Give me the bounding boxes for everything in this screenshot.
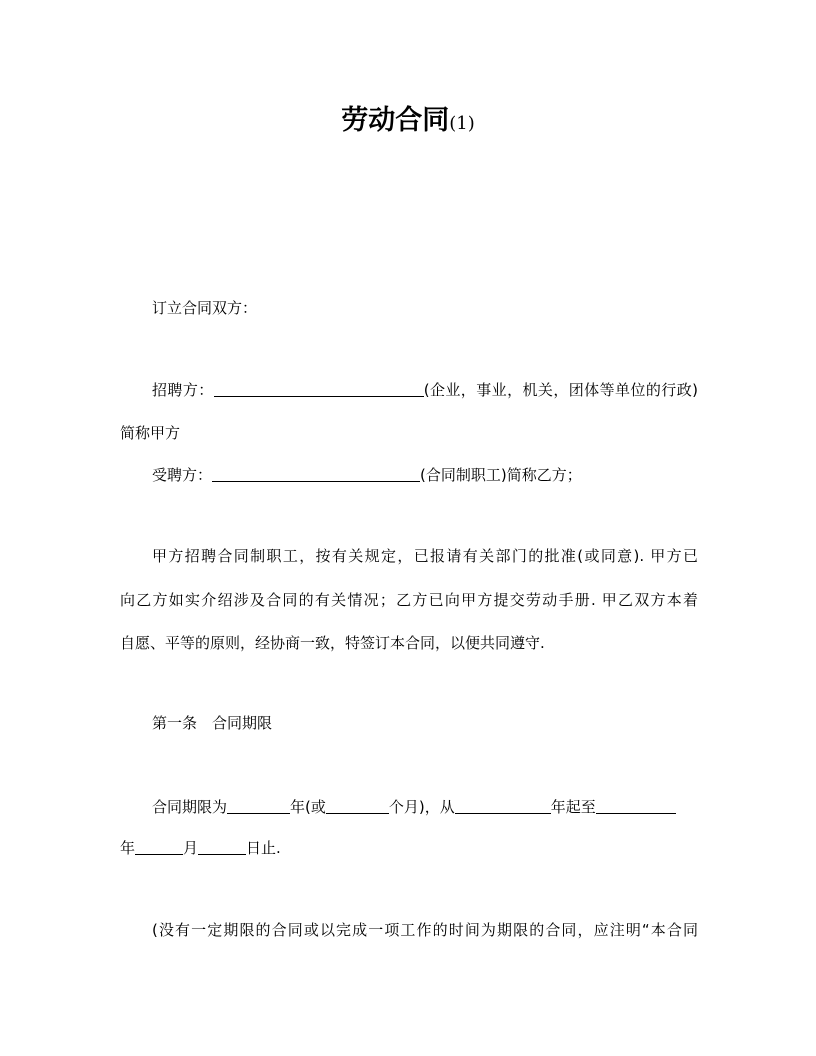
preamble-line-3: 自愿、平等的原则，经协商一致，特签订本合同，以便共同遵守. xyxy=(120,634,545,652)
term-end-day-blank xyxy=(198,839,246,855)
document-title xyxy=(0,98,816,137)
employee-blank xyxy=(212,466,420,482)
note-line: (没有一定期限的合同或以完成一项工作的时间为期限的合同，应注明“本合同 xyxy=(152,921,698,939)
employer-note: (企业，事业，机关，团体等单位的行政) xyxy=(423,381,698,399)
term-day-label: 日止. xyxy=(246,839,281,857)
term-start-year-blank xyxy=(455,798,551,814)
preamble-line-2: 向乙方如实介绍涉及合同的有关情况；乙方已向甲方提交劳动手册. 甲乙双方本着 xyxy=(120,591,698,609)
parties-heading: 订立合同双方： xyxy=(152,299,258,317)
term-text-a: 合同期限为 xyxy=(152,798,228,816)
article1-heading: 第一条 合同期限 xyxy=(152,714,273,732)
employer-label: 招聘方： xyxy=(152,381,214,399)
employee-label: 受聘方： xyxy=(152,466,213,484)
term-month-label: 月 xyxy=(183,839,199,857)
term-end-month-blank xyxy=(135,839,183,855)
term-text-c: 个月)，从 xyxy=(388,798,455,816)
employer-blank xyxy=(214,381,424,397)
term-end-year-blank xyxy=(596,798,676,814)
title-suffix: (1) xyxy=(449,113,475,134)
term-months-blank xyxy=(326,798,389,814)
term-text-d: 年起至 xyxy=(550,798,596,816)
employer-line xyxy=(152,380,698,400)
title-main: 劳动合同 xyxy=(341,105,450,136)
employer-abbrev: 简称甲方 xyxy=(120,424,181,442)
employee-note: (合同制职工)简称乙方； xyxy=(420,466,582,484)
preamble-line-1: 甲方招聘合同制职工，按有关规定，已报请有关部门的批准(或同意). 甲方已 xyxy=(152,547,698,565)
term-line-2 xyxy=(120,838,698,858)
term-text-b: 年(或 xyxy=(290,798,326,816)
term-year-label: 年 xyxy=(120,839,136,857)
employee-line xyxy=(152,465,698,485)
term-years-blank xyxy=(227,798,290,814)
term-line-1 xyxy=(152,797,698,817)
